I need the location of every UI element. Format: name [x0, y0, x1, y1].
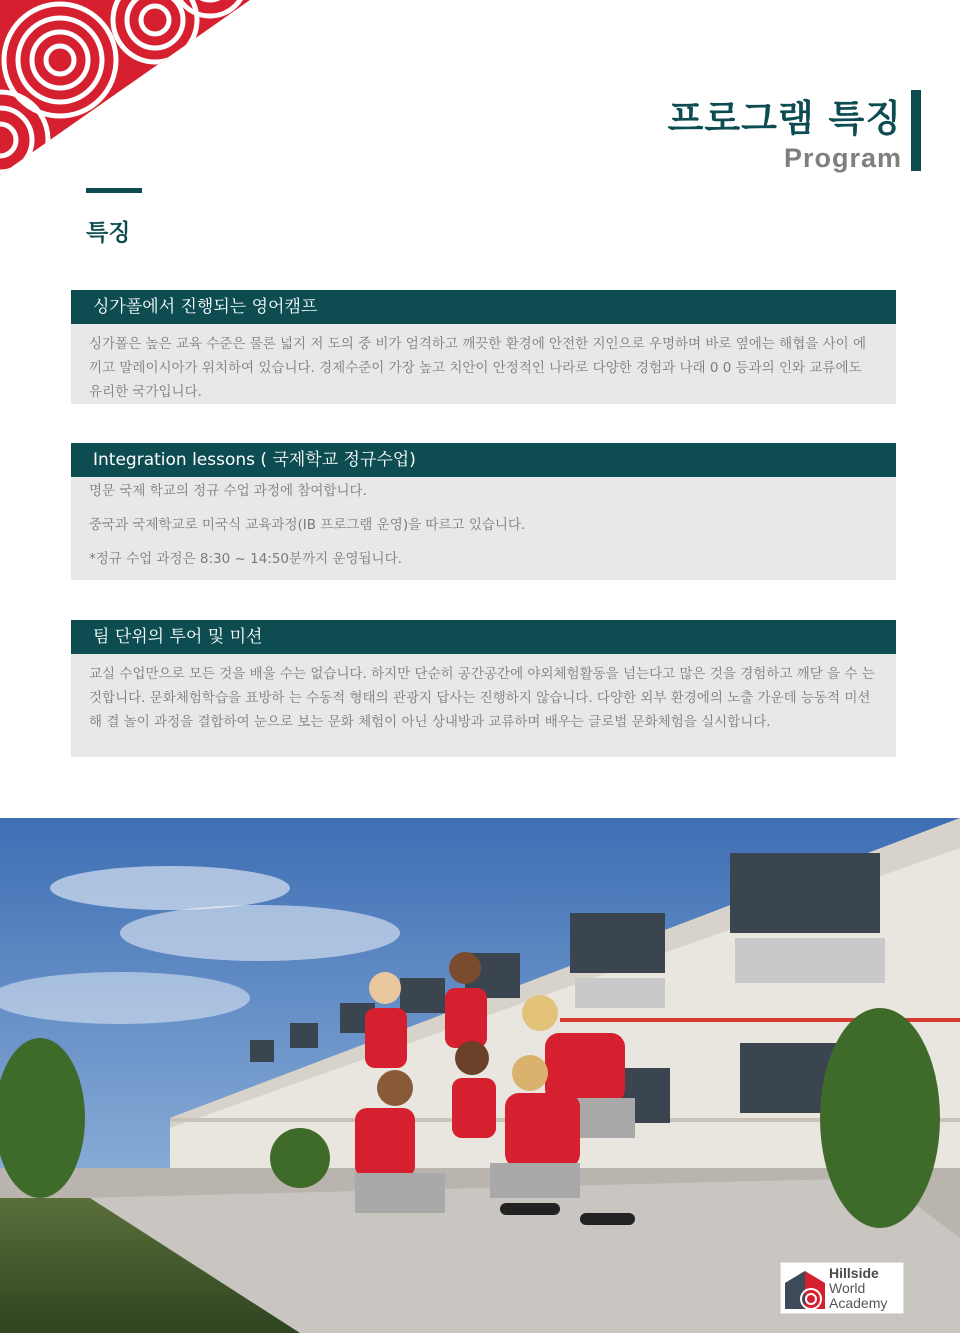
- section-team-tour: [71, 620, 896, 757]
- header-accent-bar: [911, 90, 921, 171]
- section-paragraph: 교실 수업만으로 모든 것을 배울 수는 없습니다. 하지만 단순히 공간공간에 야외체험활동을 넘는다고 많은 것을 경험하고 깨닫 을 수 는 것합니다. 문화체험학습을 표방하 는 수동적 형태의 관광지 답사는 진행하지 않습니다. 다양한 외부 환경에의 노출 가운데 능동적 미션해 결 놀이 과정을 결합하여 눈으로 보는 문화 체험이 아닌 상내방과 교류하며 배우는 글로벌 문화체험을 실시합니다.: [89, 666, 875, 730]
- academy-crest-icon: [785, 1269, 825, 1309]
- section-body: [71, 324, 896, 404]
- section-body: [71, 477, 896, 580]
- section-integration-lessons: [71, 443, 896, 580]
- page-title: 프로그램 특징: [667, 97, 902, 140]
- feature-heading: 특징: [86, 220, 131, 246]
- logo-line-3: Academy: [829, 1295, 888, 1311]
- section-body: [71, 654, 896, 757]
- logo-line-2: World: [829, 1280, 866, 1296]
- section-paragraph: *정규 수업 과정은 8:30 ~ 14:50분까지 운영됩니다.: [89, 551, 402, 567]
- corner-wave-pattern: [0, 0, 250, 175]
- school-courtyard-photo: [0, 818, 960, 1333]
- section-title: 싱가폴에서 진행되는 영어캠프: [71, 290, 896, 324]
- section-english-camp: [71, 290, 896, 404]
- section-title: 팀 단위의 투어 및 미션: [71, 620, 896, 654]
- page-subtitle: Program: [783, 143, 902, 173]
- section-paragraph: 명문 국제 학교의 정규 수업 과정에 참여합니다.: [89, 483, 367, 499]
- section-title: Integration lessons ( 국제학교 정규수업): [71, 443, 896, 477]
- section-paragraph: 싱가폴은 높은 교육 수준은 물론 넓지 저 도의 중 비가 엄격하고 깨끗한 환경에 안전한 지인으로 우명하며 바로 옆에는 해협을 사이 에 끼고 말레이시아가 위치하여 있습니다. 경제수준이 가장 높고 치안이 안정적인 나라로 다양한 경험과 나래 0 0 등과의 인와 교류에도 유리한 국가입니다.: [89, 336, 866, 400]
- hillside-world-academy-logo: [780, 1262, 904, 1314]
- section-paragraph: 중국과 국제학교로 미국식 교육과정(IB 프로그램 운영)을 따르고 있습니다.: [89, 517, 526, 533]
- feature-heading-rule: [86, 188, 142, 193]
- logo-line-1: Hillside: [829, 1265, 879, 1281]
